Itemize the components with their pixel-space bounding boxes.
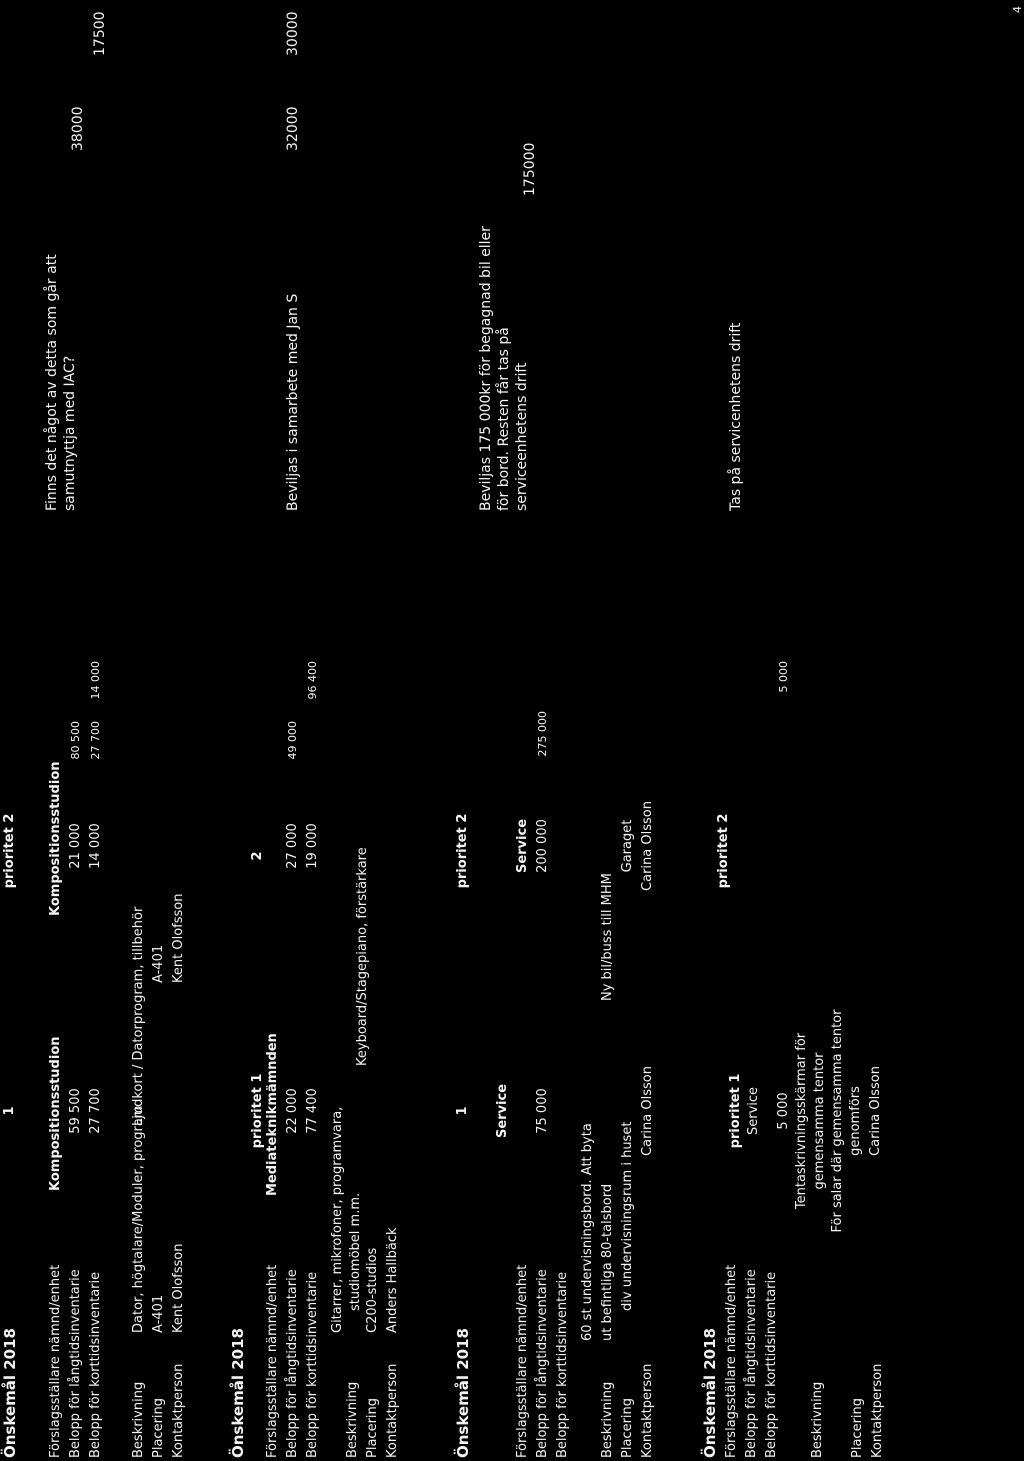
amount-long: 75 000 [535, 1088, 550, 1134]
rank-label: prioritet 2 [2, 813, 17, 889]
rank-label: 1 [2, 1106, 17, 1116]
amount-short: 14 000 [88, 823, 103, 869]
field-label: Belopp för långtidsinventarie [744, 1269, 759, 1458]
rank-label: prioritet 1 [250, 1073, 265, 1149]
placement: A-401 [151, 1294, 166, 1333]
description: Keyboard/Stagepiano, förstärkare [355, 847, 370, 1066]
field-label: Kontaktperson [171, 1363, 186, 1458]
total-short: 27 700 [89, 721, 102, 760]
comment-line: Finns det något av detta som går att [44, 254, 60, 511]
section-title: Önskemål 2018 [454, 1328, 472, 1458]
extra-short: 14 000 [89, 661, 102, 700]
granted-amount: 17500 [92, 11, 108, 56]
description: Dator, högtalare/Moduler, program [131, 1105, 146, 1333]
amount-long: 27 000 [285, 823, 300, 869]
section-title: Önskemål 2018 [229, 1328, 247, 1458]
field-label: Kontaktperson [640, 1363, 655, 1458]
amount-long: 21 000 [68, 823, 83, 869]
field-label: Belopp för korttidsinventarie [764, 1271, 779, 1458]
placement: A-401 [151, 944, 166, 983]
field-label: Förslagsställare nämnd/enhet [265, 1264, 280, 1458]
comment-line: Tas på servicenhetens drift [728, 322, 744, 511]
comment-line: för bord. Resten får tas på [496, 327, 512, 511]
field-label: Belopp för långtidsinventarie [535, 1269, 550, 1458]
total-long: 80 500 [69, 721, 82, 760]
amount-long: 200 000 [535, 819, 550, 873]
field-label: Belopp för långtidsinventarie [285, 1269, 300, 1458]
amount-long: 59 500 [68, 1088, 83, 1134]
field-label: Belopp för korttidsinventarie [555, 1271, 570, 1458]
contact-person: Kent Olofsson [171, 893, 186, 983]
amount-long: 22 000 [285, 1088, 300, 1134]
field-label: Förslagsställare nämnd/enhet [515, 1264, 530, 1458]
placement: C200-studios [365, 1247, 380, 1333]
description: gemensamma tentor [812, 1052, 827, 1190]
field-label: Förslagsställare nämnd/enhet [724, 1264, 739, 1458]
rank-label: prioritet 2 [455, 813, 470, 889]
unit-name: Service [746, 1086, 761, 1136]
description: div undervisningsrum i huset [620, 1121, 635, 1311]
description: Tentaskrivningsskärmar för [794, 1032, 809, 1210]
field-label: Kontaktperson [385, 1363, 400, 1458]
amount-short: 77 400 [305, 1088, 320, 1134]
total-short: 5 000 [777, 661, 790, 693]
description: Gitarrer, mikrofoner, programvara, [330, 1106, 345, 1333]
description: 60 st undervisningsbord. Att byta [580, 1123, 595, 1341]
total-short: 96 400 [306, 661, 319, 700]
total-long: 49 000 [286, 721, 299, 760]
field-label: Placering [620, 1397, 635, 1458]
section-title: Önskemål 2018 [701, 1328, 719, 1458]
unit-name: Kompositionsstudion [48, 761, 63, 916]
contact-person: Carina Olsson [868, 1066, 883, 1156]
granted-amount: 38000 [70, 106, 86, 151]
granted-amount: 175000 [522, 142, 538, 196]
rank-label: 1 [455, 1106, 470, 1116]
field-label: Förslagsställare nämnd/enhet [48, 1264, 63, 1458]
field-label: Beskrivning [810, 1381, 825, 1458]
section-title: Önskemål 2018 [1, 1328, 19, 1458]
comment-line: Beviljas 175 000kr för begagnad bil eller [478, 226, 494, 511]
field-label: Beskrivning [600, 1381, 615, 1458]
comment-line: serviceenhetens drift [514, 362, 530, 511]
placement: Garaget [620, 819, 635, 873]
field-label: Beskrivning [345, 1381, 360, 1458]
rank-label: 2 [250, 851, 265, 861]
unit-name: Mediateknikmämnden [265, 1033, 280, 1196]
contact-person: Anders Hallbäck [385, 1227, 400, 1333]
field-label: Belopp för korttidsinventarie [88, 1271, 103, 1458]
field-label: Kontaktperson [870, 1363, 885, 1458]
total-long: 275 000 [536, 711, 549, 757]
comment-line: samutnyttja med IAC? [62, 355, 78, 511]
unit-name: Service [515, 818, 530, 874]
unit-name: Service [495, 1083, 510, 1139]
page-number: 4 [1011, 6, 1024, 13]
contact-person: Carina Olsson [640, 1066, 655, 1156]
field-label: Beskrivning [131, 1381, 146, 1458]
amount-short: 27 700 [88, 1088, 103, 1134]
contact-person: Carina Olsson [640, 801, 655, 891]
rank-label: prioritet 1 [728, 1073, 743, 1149]
field-label: Placering [365, 1397, 380, 1458]
description: För salar där gemensamma tentor [830, 1009, 845, 1233]
unit-name: Kompositionsstudion [48, 1036, 63, 1191]
description: Ljudkort / Datorprogram, tillbehör [131, 906, 146, 1126]
description: studiomöbel m.m. [348, 1192, 363, 1311]
rank-label: prioritet 2 [716, 813, 731, 889]
amount-short: 5 000 [776, 1092, 791, 1130]
description: Ny bil/buss till MHM [600, 873, 615, 1001]
description: genomförs [848, 1086, 863, 1156]
amount-short: 19 000 [305, 823, 320, 869]
contact-person: Kent Olofsson [171, 1243, 186, 1333]
granted-amount: 32000 [285, 106, 301, 151]
granted-amount: 30000 [285, 11, 301, 56]
field-label: Belopp för korttidsinventarie [305, 1271, 320, 1458]
description: ut befintliga 80-talsbord [600, 1183, 615, 1341]
field-label: Belopp för långtidsinventarie [68, 1269, 83, 1458]
comment-line: Beviljas i samarbete med Jan S [285, 293, 301, 511]
field-label: Placering [151, 1397, 166, 1458]
field-label: Placering [850, 1397, 865, 1458]
